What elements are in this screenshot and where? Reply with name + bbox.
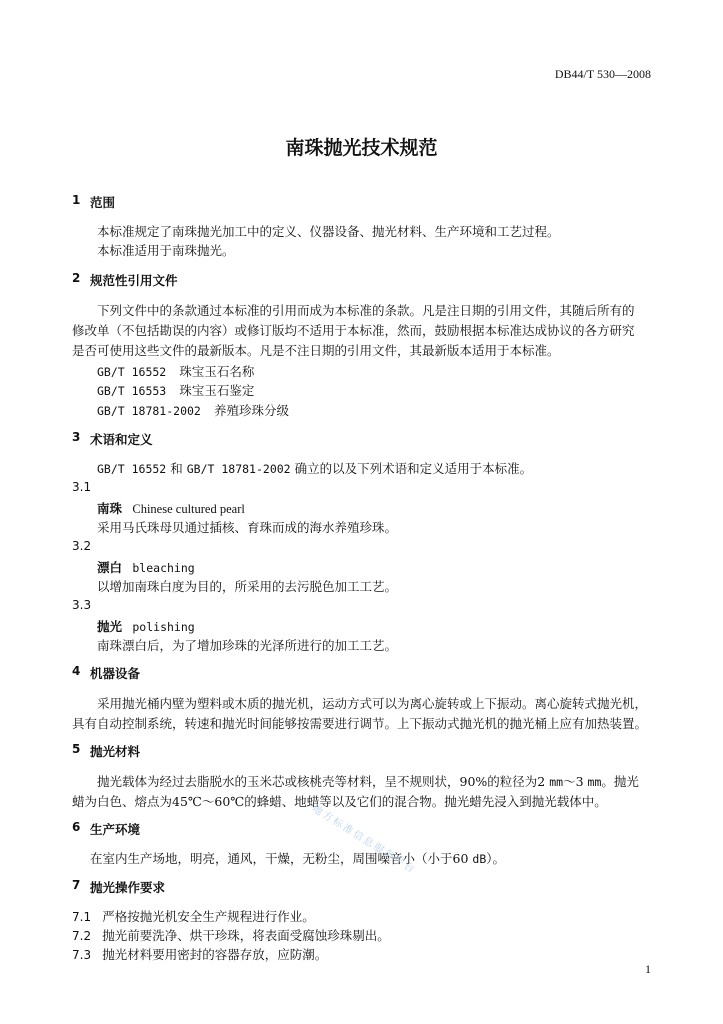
section-4-number: 4 bbox=[72, 664, 81, 678]
reference-code: GB/T 16553 bbox=[97, 384, 167, 398]
list-item bbox=[72, 944, 327, 963]
section-6-para bbox=[90, 849, 505, 867]
section-5-number: 5 bbox=[72, 742, 81, 756]
page-title: 南珠抛光技术规范 bbox=[285, 137, 438, 159]
term-2-en: bleaching bbox=[132, 561, 195, 575]
term-2-heading bbox=[97, 558, 195, 576]
term-2-cn: 漂白 bbox=[97, 560, 123, 575]
section-1-para-2: 本标准适用于南珠抛光。 bbox=[97, 243, 235, 258]
section-1-number: 1 bbox=[72, 193, 81, 207]
s5-unit-2: mm bbox=[587, 775, 602, 789]
section-1-para-1: 本标准规定了南珠抛光加工中的定义、仪器设备、抛光材料、生产环境和工艺过程。 bbox=[97, 224, 560, 239]
section-3-title: 术语和定义 bbox=[90, 432, 153, 447]
page-number: 1 bbox=[645, 962, 651, 976]
section-3-number: 3 bbox=[72, 430, 81, 444]
section-6-title: 生产环境 bbox=[90, 822, 141, 837]
term-1-en: Chinese cultured pearl bbox=[132, 502, 245, 516]
item-text: 严格按抛光机安全生产规程进行作业。 bbox=[102, 909, 315, 924]
term-1-definition: 采用马氏珠母贝通过插核、育珠而成的海水养殖珍珠。 bbox=[97, 520, 398, 535]
section-2-title: 规范性引用文件 bbox=[90, 273, 178, 288]
section-5-title: 抛光材料 bbox=[90, 744, 141, 759]
intro-code-2: GB/T 18781-2002 bbox=[186, 462, 291, 476]
s5-text-a: 抛光载体为经过去脂脱水的玉米芯或核桃壳等材料，呈不规则状，90%的粒径为2 bbox=[97, 774, 546, 789]
reference-name: 珠宝玉石名称 bbox=[179, 364, 255, 379]
section-4-title: 机器设备 bbox=[90, 666, 141, 681]
section-6-number: 6 bbox=[72, 820, 81, 834]
term-1-cn: 南珠 bbox=[97, 501, 123, 516]
section-2-para-line-1: 下列文件中的条款通过本标准的引用而成为本标准的条款。凡是注日期的引用文件，其随后所有的 bbox=[97, 303, 635, 318]
section-3-intro bbox=[97, 459, 532, 477]
term-3-number: 3.3 bbox=[72, 598, 92, 612]
intro-and: 和 bbox=[170, 461, 183, 476]
section-7-title: 抛光操作要求 bbox=[90, 880, 166, 895]
reference-item bbox=[97, 361, 254, 380]
reference-name: 珠宝玉石鉴定 bbox=[179, 383, 255, 398]
section-7-number: 7 bbox=[72, 878, 81, 892]
reference-item bbox=[97, 380, 254, 399]
reference-code: GB/T 16552 bbox=[97, 365, 167, 379]
s6-text-a: 在室内生产场地，明亮，通风，干燥，无粉尘，周围噪音小（小于60 bbox=[90, 851, 469, 866]
section-2-number: 2 bbox=[72, 271, 81, 285]
term-3-cn: 抛光 bbox=[97, 619, 123, 634]
document-number: DB44/T 530—2008 bbox=[554, 67, 651, 81]
section-4-para-line-2: 具有自动控制系统，转速和抛光时间能够按需要进行调节。上下振动式抛光机的抛光桶上应有加热装置。 bbox=[72, 716, 648, 731]
term-1-heading bbox=[97, 499, 245, 517]
list-item bbox=[72, 925, 390, 944]
section-1-title: 范围 bbox=[90, 195, 116, 210]
s5-unit-1: mm bbox=[549, 775, 564, 789]
watermark: 地方标准信息服务平台 bbox=[310, 803, 418, 877]
term-1-number: 3.1 bbox=[72, 480, 92, 494]
reference-item bbox=[97, 400, 289, 419]
term-2-number: 3.2 bbox=[72, 539, 92, 553]
reference-name: 养殖珍珠分级 bbox=[213, 403, 289, 418]
s6-text-b: ）。 bbox=[486, 851, 506, 866]
item-number: 7.1 bbox=[72, 910, 92, 924]
term-2-definition: 以增加南珠白度为目的，所采用的去污脱色加工工艺。 bbox=[97, 579, 398, 594]
item-number: 7.2 bbox=[72, 929, 92, 943]
section-2-para-line-3: 是否可使用这些文件的最新版本。凡是不注日期的引用文件，其最新版本适用于本标准。 bbox=[72, 343, 560, 358]
reference-code: GB/T 18781-2002 bbox=[97, 404, 201, 418]
section-5-para-line-1 bbox=[97, 772, 639, 790]
section-5-para-line-2: 蜡为白色、熔点为45℃～60℃的蜂蜡、地蜡等以及它们的混合物。抛光蜡先浸入到抛光载体中。 bbox=[72, 794, 607, 809]
term-3-en: polishing bbox=[132, 620, 195, 634]
item-text: 抛光前要洗净、烘干珍珠，将表面受腐蚀珍珠剔出。 bbox=[102, 928, 390, 943]
item-text: 抛光材料要用密封的容器存放，应防潮。 bbox=[102, 947, 328, 962]
list-item bbox=[72, 906, 315, 925]
intro-code-1: GB/T 16552 bbox=[97, 462, 167, 476]
section-4-para-line-1: 采用抛光桶内壁为塑料或木质的抛光机，运动方式可以为离心旋转或上下振动。离心旋转式抛光机， bbox=[97, 696, 648, 711]
item-number: 7.3 bbox=[72, 948, 92, 962]
s6-unit: dB bbox=[472, 852, 487, 866]
section-2-para-line-2: 修改单（不包括勘误的内容）或修订版均不适用于本标准，然而，鼓励根据本标准达成协议的各方研究 bbox=[72, 323, 635, 338]
s5-text-c: 。抛光 bbox=[601, 774, 639, 789]
intro-rest: 确立的以及下列术语和定义适用于本标准。 bbox=[294, 461, 533, 476]
term-3-definition: 南珠漂白后，为了增加珍珠的光泽所进行的加工工艺。 bbox=[97, 638, 398, 653]
term-3-heading bbox=[97, 617, 195, 635]
s5-text-b: ～3 bbox=[563, 774, 584, 789]
